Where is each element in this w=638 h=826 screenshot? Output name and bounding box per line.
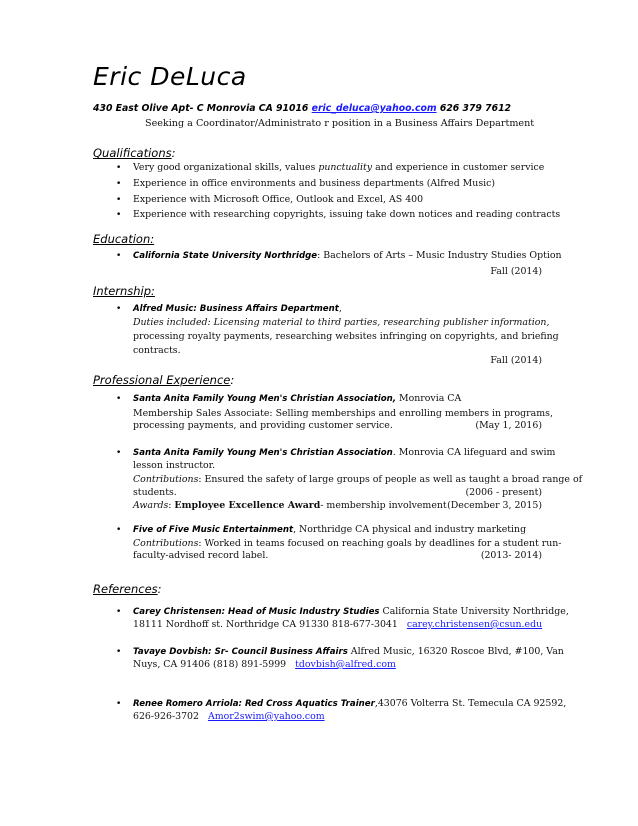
bullet-icon: • <box>116 210 122 220</box>
reference-email-link[interactable]: tdovbish@alfred.com <box>295 659 396 670</box>
reference-address: Nuys, CA 91406 (818) 891-5999 <box>133 659 287 670</box>
contributions-label: Contributions <box>133 538 199 549</box>
award-detail: - membership involvement <box>320 500 447 511</box>
email-link[interactable]: eric_deluca@yahoo.com <box>311 103 437 114</box>
reference-email-link[interactable]: Amor2swim@yahoo.com <box>207 711 325 722</box>
reference-email-link[interactable]: carey.christensen@csun.edu <box>406 619 543 630</box>
bullet-icon: • <box>116 699 122 709</box>
bullet-icon: • <box>116 163 122 173</box>
internship-duties: contracts. <box>133 345 181 356</box>
reference-contact <box>133 619 542 631</box>
applicant-name: Eric DeLuca <box>93 62 247 91</box>
reference-item <box>133 606 569 618</box>
bullet-icon: • <box>116 607 122 617</box>
awards-colon: : <box>168 500 172 511</box>
job-contributions <box>133 474 582 486</box>
employer-location: Monrovia CA <box>396 393 462 404</box>
references-heading-text: References <box>93 582 158 596</box>
experience-heading <box>93 373 234 387</box>
contributions-label: Contributions <box>133 474 199 485</box>
job-title-line <box>133 524 526 536</box>
internship-duties: Duties included: Licensing material to third parties, researching publisher information, <box>133 317 550 328</box>
award-name: Employee Excellence Award <box>174 500 321 511</box>
awards-label: Awards <box>133 500 169 511</box>
bullet-icon: • <box>116 304 122 314</box>
education-heading-text: Education: <box>93 232 155 246</box>
employer-location: . Monrovia CA lifeguard and swim <box>392 447 556 458</box>
bullet-icon: • <box>116 647 122 657</box>
bullet-icon: • <box>116 448 122 458</box>
job-date: (2006 - present) <box>465 487 542 498</box>
job-description: Membership Sales Associate: Selling memberships and enrolling members in programs, <box>133 408 553 419</box>
job-contributions: faculty-advised record label. <box>133 550 269 561</box>
job-title-line <box>133 393 461 405</box>
qualification-text: Very good organizational skills, values <box>133 162 319 173</box>
qualification-item: Experience in office environments and business departments (Alfred Music) <box>133 178 496 189</box>
qualification-text: and experience in customer service <box>372 162 545 173</box>
qualification-item: Experience with Microsoft Office, Outlook and Excel, AS 400 <box>133 194 424 205</box>
qualification-item <box>133 162 544 174</box>
references-heading <box>93 582 162 596</box>
experience-heading-colon: : <box>230 373 235 387</box>
job-description: lesson instructor. <box>133 460 216 471</box>
phone: 626 379 7612 <box>439 103 512 114</box>
employer-name: Santa Anita Family Young Men's Christian Association, <box>133 394 397 404</box>
job-description: processing payments, and providing customer service. <box>133 420 393 431</box>
degree: : Bachelors of Arts – Music Industry Studies Option <box>317 250 562 261</box>
reference-org: ,43076 Volterra St. Temecula CA 92592, <box>374 698 567 709</box>
qualifications-heading-colon: : <box>171 146 176 160</box>
education-date: Fall (2014) <box>490 266 542 277</box>
education-heading <box>93 232 154 246</box>
contributions-text: : Ensured the safety of large groups of people as well as taught a broad range of <box>198 474 583 485</box>
qualifications-heading-text: Qualifications <box>93 146 172 160</box>
contributions-text: : Worked in teams focused on reaching goals by deadlines for a student run- <box>198 538 562 549</box>
education-item <box>133 250 562 262</box>
bullet-icon: • <box>116 179 122 189</box>
qualification-item: Experience with researching copyrights, issuing take down notices and reading contracts <box>133 209 561 220</box>
bullet-icon: • <box>116 195 122 205</box>
objective: Seeking a Coordinator/Administrato r position in a Business Affairs Department <box>145 118 535 129</box>
internship-duties: processing royalty payments, researching websites infringing on copyrights, and briefing <box>133 331 559 342</box>
reference-phone: 626-926-3702 <box>133 711 199 722</box>
address: 430 East Olive Apt- C Monrovia CA 91016 <box>93 103 309 114</box>
university-name: California State University Northridge <box>133 251 318 261</box>
job-title-line <box>133 447 555 459</box>
references-heading-colon: : <box>157 582 162 596</box>
qualifications-heading <box>93 146 175 160</box>
bullet-icon: • <box>116 394 122 404</box>
reference-item <box>133 698 566 710</box>
reference-name: Tavaye Dovbish: Sr- Council Business Affairs <box>133 647 348 657</box>
reference-org: Alfred Music, 16320 Roscoe Blvd, #100, Van <box>347 646 564 657</box>
experience-heading-text: Professional Experience <box>93 373 231 387</box>
reference-item <box>133 646 564 658</box>
reference-org: California State University Northridge, <box>379 606 569 617</box>
internship-org-comma: , <box>338 303 342 314</box>
job-contributions: students. <box>133 487 177 498</box>
award-date: (December 3, 2015) <box>447 500 542 511</box>
bullet-icon: • <box>116 525 122 535</box>
reference-name: Carey Christensen: Head of Music Industry Studies <box>133 607 380 617</box>
employer-name: Five of Five Music Entertainment <box>133 525 294 535</box>
reference-name: Renee Romero Arriola: Red Cross Aquatics Trainer <box>133 699 375 709</box>
job-date: (May 1, 2016) <box>475 420 542 431</box>
qualification-emphasis: punctuality <box>318 162 373 173</box>
internship-date: Fall (2014) <box>490 355 542 366</box>
reference-contact <box>133 659 396 671</box>
employer-location: , Northridge CA physical and industry marketing <box>293 524 527 535</box>
internship-org: Alfred Music: Business Affairs Department <box>133 304 339 314</box>
reference-contact <box>133 711 325 723</box>
job-date: (2013- 2014) <box>480 550 542 561</box>
job-contributions <box>133 538 561 550</box>
job-awards <box>133 500 447 512</box>
internship-heading-text: Internship: <box>93 284 155 298</box>
employer-name: Santa Anita Family Young Men's Christian Association <box>133 448 393 458</box>
reference-address: 18111 Nordhoff st. Northridge CA 91330 818-677-3041 <box>133 619 398 630</box>
bullet-icon: • <box>116 251 122 261</box>
internship-heading <box>93 284 155 298</box>
contact-line <box>93 103 511 114</box>
internship-org-line <box>133 303 342 315</box>
